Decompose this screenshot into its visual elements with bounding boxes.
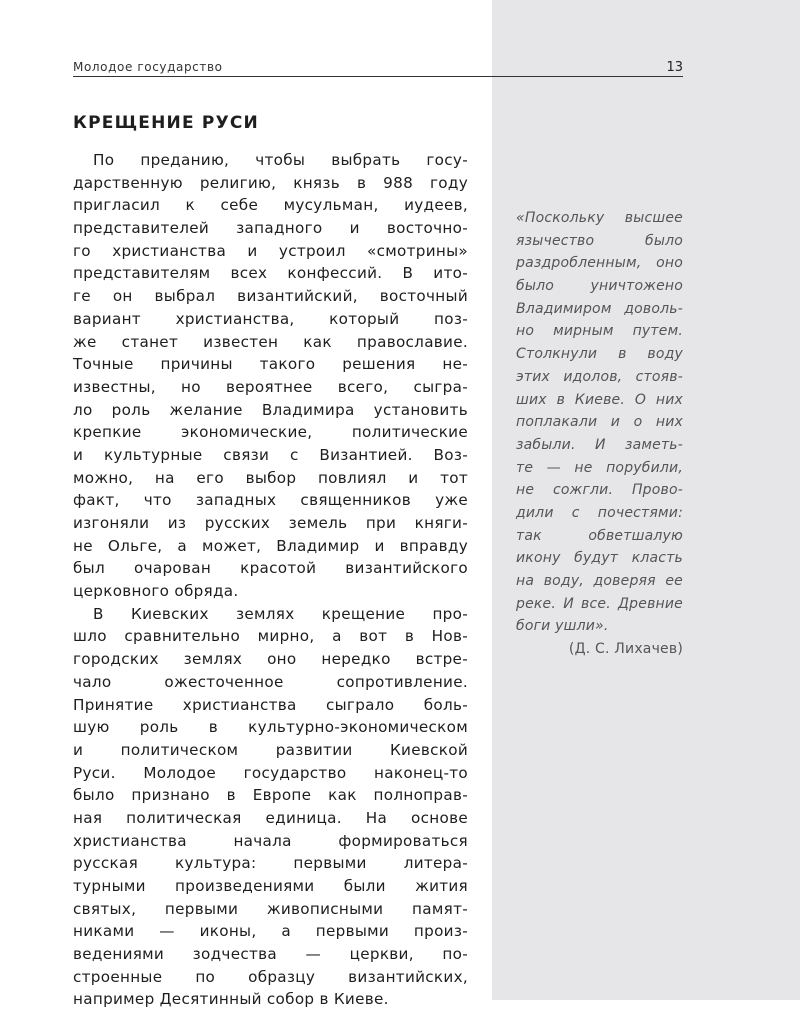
page-number: 13	[666, 60, 683, 75]
quote-line: поплакали и о них	[516, 414, 683, 431]
quote-line: Столкнули в воду	[516, 346, 683, 363]
quote-line: «Поскольку высшее	[516, 210, 683, 226]
body-line: пригласил к себе мусульман, иудеев,	[73, 196, 468, 215]
body-line: ло роль желание Владимира установить	[73, 400, 468, 419]
body-line: русская культура: первыми литера-	[73, 854, 468, 873]
body-line: известны, но вероятнее всего, сыгра-	[73, 377, 468, 396]
body-text	[73, 149, 468, 1011]
body-line: изгоняли из русских земель при княги-	[73, 514, 468, 532]
body-line: святых, первыми живописными памят-	[73, 899, 468, 918]
quote-line: ших в Киеве. О них	[516, 391, 683, 408]
body-line: представителей западного и восточно-	[73, 219, 468, 238]
quote-attribution: (Д. С. Лихачев)	[568, 641, 683, 658]
quote-line: но мирным путем.	[516, 323, 683, 340]
quote-line: дили с почестями:	[516, 504, 683, 521]
quote-line: язычество было	[516, 232, 683, 249]
body-line: и политическом развитии Киевской	[73, 740, 468, 759]
body-line: По преданию, чтобы выбрать госу-	[93, 151, 468, 169]
section-title: КРЕЩЕНИЕ РУСИ	[73, 113, 259, 133]
body-line: Руси. Молодое государство наконец-то	[73, 763, 468, 782]
body-line: было признано в Европе как полноправ-	[73, 786, 468, 805]
body-line: представителям всех конфессий. В ито-	[73, 264, 468, 283]
body-line: был очарован красотой византийского	[73, 559, 468, 578]
quote-line: было уничтожено	[516, 278, 683, 295]
body-line: ведениями зодчества — церкви, по-	[73, 945, 468, 964]
quote-line: этих идолов, стояв-	[516, 368, 683, 385]
body-line: церковного обряда.	[73, 582, 239, 601]
body-line: Принятие христианства сыграло боль-	[73, 695, 468, 714]
quote-line: реке. И все. Древние	[516, 595, 683, 612]
body-line: можно, на его выбор повлиял и тот	[73, 468, 468, 487]
quote-line: те — не порубили,	[516, 459, 683, 476]
body-line: строенные по образцу византийских,	[73, 967, 468, 986]
body-line: христианства начала формироваться	[73, 831, 468, 850]
running-header	[73, 60, 683, 77]
body-line: не Ольге, а может, Владимир и вправду	[73, 536, 468, 555]
body-line: ге он выбрал византийский, восточный	[73, 287, 468, 306]
body-line: же станет известен как православие.	[73, 332, 468, 351]
quote-line: Владимиром доволь-	[516, 300, 683, 317]
body-line: го христианства и устроил «смотрины»	[73, 241, 468, 260]
quote-line: забыли. И заметь-	[516, 436, 683, 453]
body-line: ная политическая единица. На основе	[73, 808, 468, 827]
quote-line: на воду, доверяя ее	[516, 573, 683, 589]
quote-line: так обветшалую	[516, 527, 683, 544]
body-line: дарственную религию, князь в 988 году	[73, 173, 468, 192]
body-line: вариант христианства, который поз-	[73, 309, 468, 328]
body-line: городских землях оно нередко встре-	[73, 650, 468, 669]
sidebar-quote	[516, 207, 683, 661]
body-line: никами — иконы, а первыми произ-	[73, 922, 468, 941]
body-line: шло сравнительно мирно, а вот в Нов-	[73, 627, 468, 646]
quote-line: икону будут класть	[516, 550, 683, 567]
body-line: Точные причины такого решения не-	[73, 355, 468, 374]
quote-line: не сожгли. Прово-	[516, 482, 683, 499]
body-line: например Десятинный собор в Киеве.	[73, 990, 389, 1009]
body-line: факт, что западных священников уже	[73, 491, 468, 510]
quote-line: раздробленным, оно	[516, 255, 683, 272]
body-line: и культурные связи с Византией. Воз-	[73, 445, 468, 464]
body-line: турными произведениями были жития	[73, 877, 468, 895]
quote-line: боги ушли».	[516, 618, 609, 635]
body-line: крепкие экономические, политические	[73, 423, 468, 442]
body-line: чало ожесточенное сопротивление.	[73, 672, 468, 691]
body-line: шую роль в культурно-экономическом	[73, 718, 468, 737]
running-title: Молодое государство	[73, 60, 223, 74]
body-line: В Киевских землях крещение про-	[93, 604, 468, 623]
